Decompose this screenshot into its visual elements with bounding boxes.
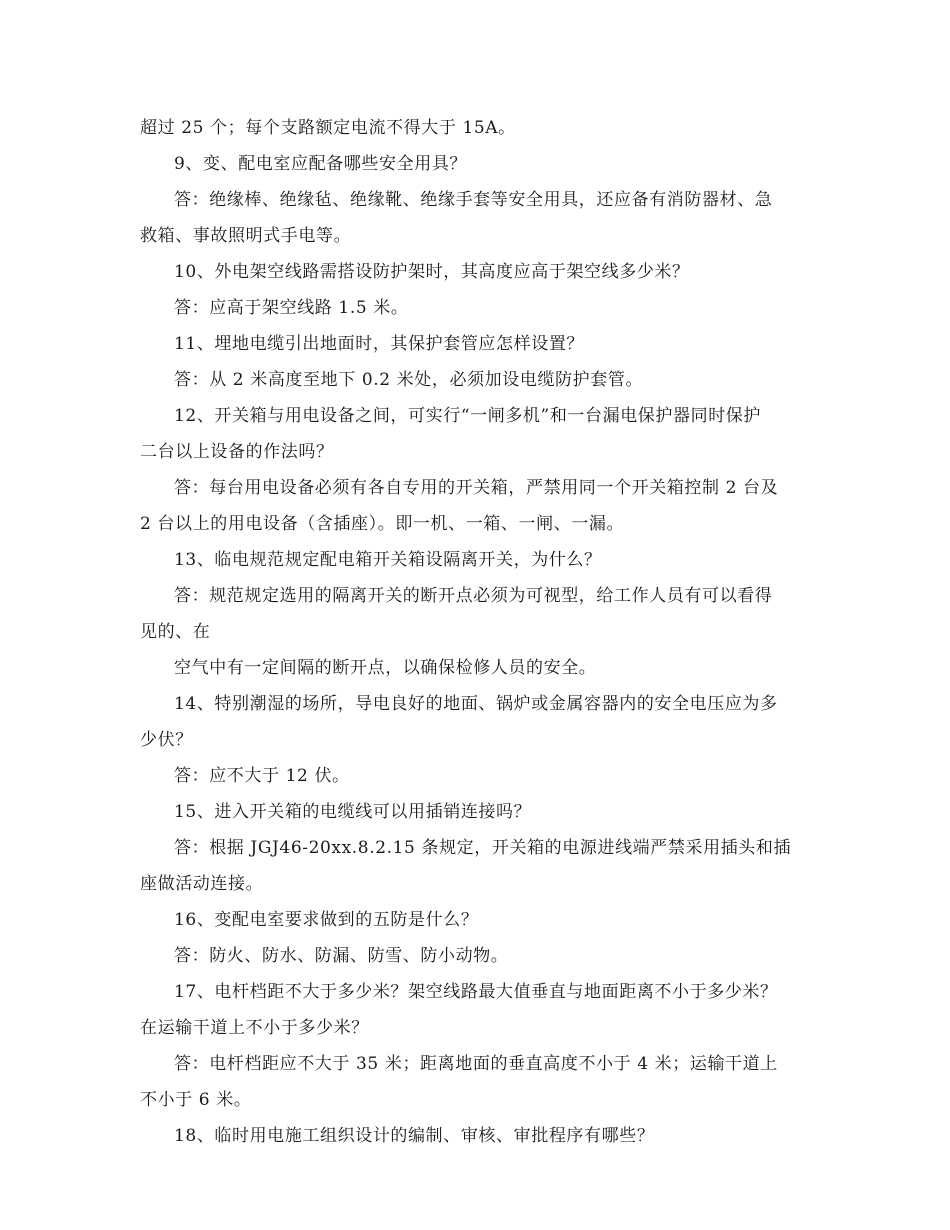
question-line: 15、进入开关箱的电缆线可以用插销连接吗？	[174, 802, 532, 822]
answer-line: 答：从 2 米高度至地下 0.2 米处，必须加设电缆防护套管。	[174, 370, 644, 390]
question-line: 12、开关箱与用电设备之间，可实行“一闸多机”和一台漏电保护器同时保护	[174, 406, 762, 426]
text-line: 少伏？	[140, 730, 193, 750]
question-line: 16、变配电室要求做到的五防是什么？	[174, 910, 479, 930]
text-line: 超过 25 个；每个支路额定电流不得大于 15A。	[140, 118, 516, 138]
question-line: 10、外电架空线路需搭设防护架时，其高度应高于架空线多少米？	[174, 262, 690, 282]
question-line: 17、电杆档距不大于多少米？架空线路最大值垂直与地面距离不小于多少米？	[174, 982, 778, 1002]
text-line: 座做活动连接。	[140, 874, 264, 894]
text-line: 见的、在	[140, 622, 211, 642]
question-line: 9、变、配电室应配备哪些安全用具？	[174, 154, 468, 174]
answer-line: 答：应高于架空线路 1.5 米。	[174, 298, 409, 318]
answer-line: 答：应不大于 12 伏。	[174, 766, 350, 786]
question-line: 18、临时用电施工组织设计的编制、审核、审批程序有哪些？	[174, 1126, 655, 1146]
text-line: 空气中有一定间隔的断开点，以确保检修人员的安全。	[174, 658, 597, 678]
answer-line: 答：防火、防水、防漏、防雪、防小动物。	[174, 946, 509, 966]
answer-line: 答：绝缘棒、绝缘毡、绝缘靴、绝缘手套等安全用具，还应备有消防器材、急	[174, 190, 773, 210]
question-line: 11、埋地电缆引出地面时，其保护套管应怎样设置？	[174, 334, 585, 354]
text-line: 不小于 6 米。	[140, 1090, 252, 1110]
text-line: 在运输干道上不小于多少米？	[140, 1018, 369, 1038]
answer-line: 答：电杆档距应不大于 35 米；距离地面的垂直高度不小于 4 米；运输干道上	[174, 1054, 778, 1074]
text-line: 二台以上设备的作法吗？	[140, 442, 334, 462]
text-line: 救箱、事故照明式手电等。	[140, 226, 352, 246]
question-line: 14、特别潮湿的场所，导电良好的地面、锅炉或金属容器内的安全电压应为多	[174, 694, 778, 714]
question-line: 13、临电规范规定配电箱开关箱设隔离开关，为什么？	[174, 550, 602, 570]
text-line: 2 台以上的用电设备（含插座）。即一机、一箱、一闸、一漏。	[140, 514, 625, 534]
answer-line: 答：根据 JGJ46-20xx.8.2.15 条规定，开关箱的电源进线端严禁采用插头和插	[174, 838, 792, 858]
answer-line: 答：每台用电设备必须有各自专用的开关箱，严禁用同一个开关箱控制 2 台及	[174, 478, 779, 498]
document-body	[140, 110, 815, 1154]
answer-line: 答：规范规定选用的隔离开关的断开点必须为可视型，给工作人员有可以看得	[174, 586, 773, 606]
